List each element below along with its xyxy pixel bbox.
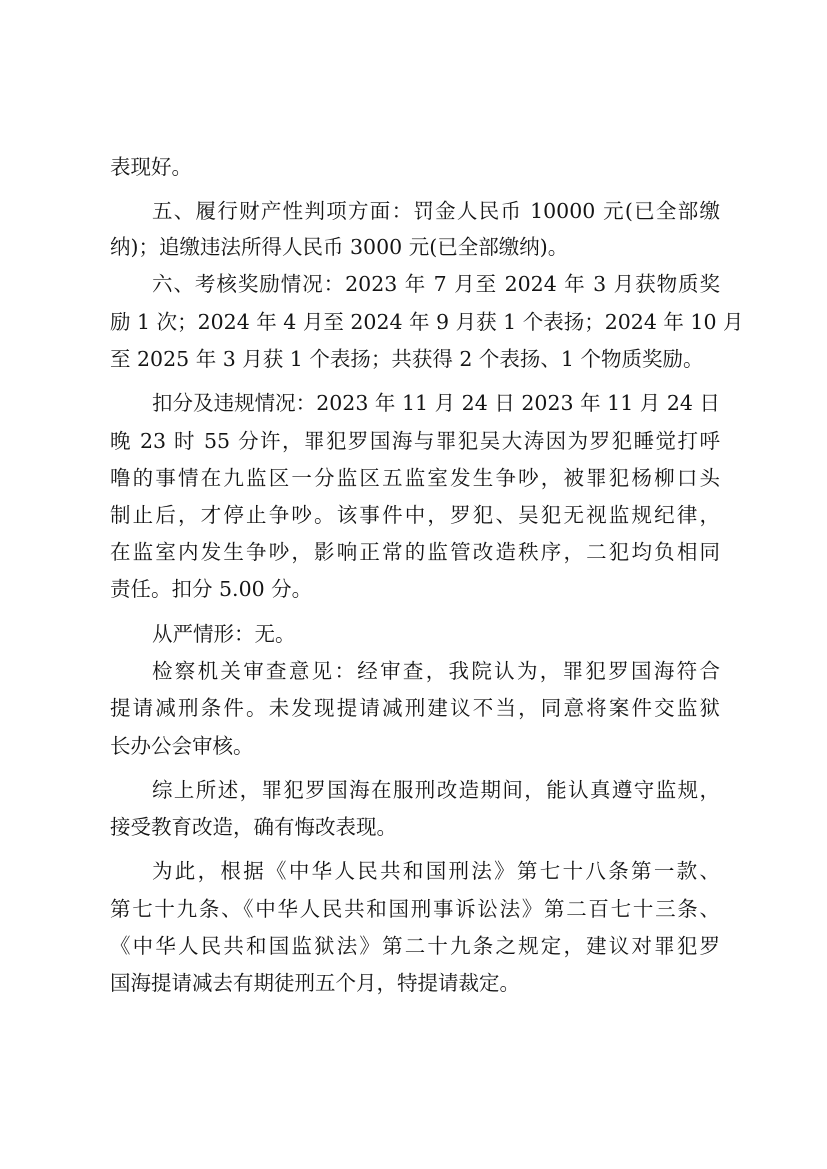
paragraph-line: 纳)；追缴违法所得人民币 3000 元(已全部缴纳)。: [110, 235, 569, 259]
paragraph-line: 在监室内发生争吵，影响正常的监管改造秩序，二犯均负相同: [110, 540, 720, 564]
paragraph-line: 励 1 次；2024 年 4 月至 2024 年 9 月获 1 个表扬；2024 年 10 月: [110, 310, 744, 334]
paragraph-line: 六、考核奖励情况：2023 年 7 月至 2024 年 3 月获物质奖: [152, 272, 720, 296]
paragraph-line: 责任。扣分 5.00 分。: [110, 577, 313, 601]
paragraph-line: 五、履行财产性判项方面：罚金人民币 10000 元(已全部缴: [152, 199, 720, 223]
paragraph-line: 第七十九条、《中华人民共和国刑事诉讼法》第二百七十三条、: [110, 897, 720, 921]
paragraph-line: 检察机关审查意见：经审查，我院认为，罪犯罗国海符合: [152, 659, 720, 683]
paragraph-line: 晚 23 时 55 分许，罪犯罗国海与罪犯吴大涛因为罗犯睡觉打呼: [110, 429, 720, 453]
paragraph-line: 接受教育改造，确有悔改表现。: [110, 815, 397, 839]
paragraph-line: 提请减刑条件。未发现提请减刑建议不当，同意将案件交监狱: [110, 696, 720, 720]
paragraph-line: 至 2025 年 3 月获 1 个表扬；共获得 2 个表扬、1 个物质奖励。: [110, 347, 704, 371]
paragraph-line: 综上所述，罪犯罗国海在服刑改造期间，能认真遵守监规，: [152, 778, 720, 802]
paragraph-line: 制止后，才停止争吵。该事件中，罗犯、吴犯无视监规纪律，: [110, 503, 720, 527]
paragraph-line: 《中华人民共和国监狱法》第二十九条之规定，建议对罪犯罗: [110, 934, 720, 958]
paragraph-line: 从严情形：无。: [152, 622, 296, 646]
paragraph-line: 噜的事情在九监区一分监区五监室发生争吵，被罪犯杨柳口头: [110, 466, 720, 490]
paragraph-line: 长办公会审核。: [110, 734, 254, 758]
paragraph-line: 为此，根据《中华人民共和国刑法》第七十八条第一款、: [152, 859, 720, 883]
paragraph-line: 扣分及违规情况：2023 年 11 月 24 日 2023 年 11 月 24 日: [152, 391, 720, 415]
paragraph-line: 国海提请减去有期徒刑五个月，特提请裁定。: [110, 971, 520, 995]
paragraph-line: 表现好。: [110, 155, 192, 179]
